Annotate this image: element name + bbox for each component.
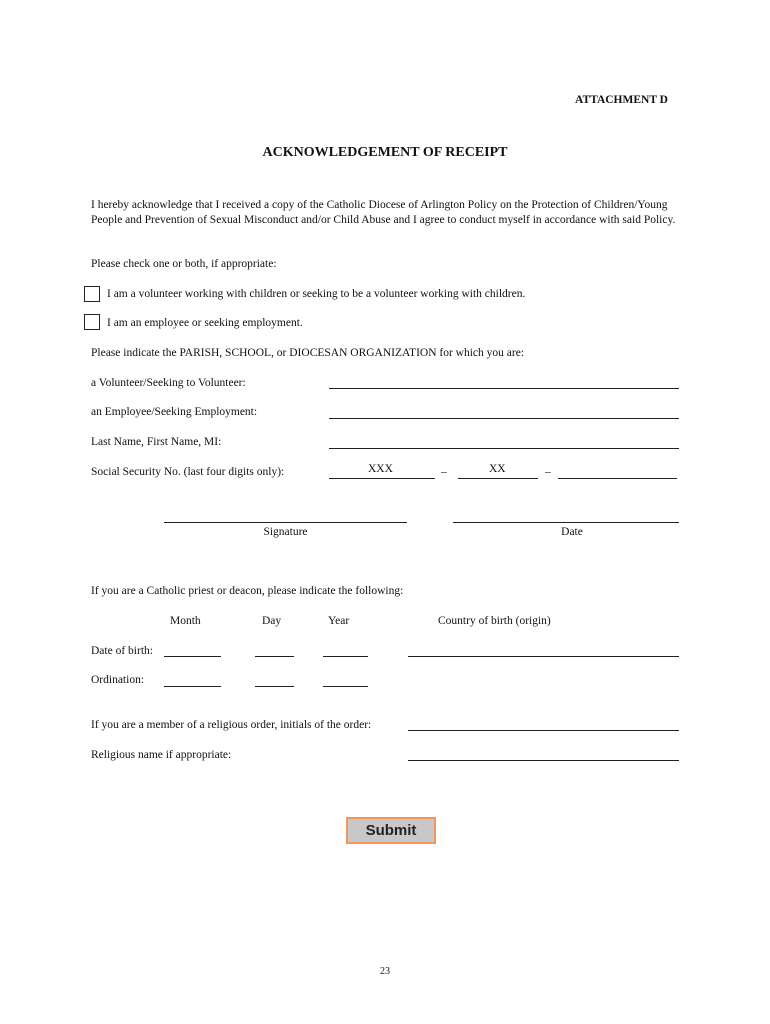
employee-org-label: an Employee/Seeking Employment: bbox=[91, 406, 258, 418]
date-label: Date bbox=[561, 526, 583, 538]
religious-name-label: Religious name if appropriate: bbox=[91, 749, 232, 761]
employee-checkbox-label: I am an employee or seeking employment. bbox=[107, 317, 303, 329]
ssn-dash-2: – bbox=[545, 466, 551, 478]
intro-paragraph: I hereby acknowledge that I received a copy of the Catholic Diocese of Arlington Policy on the Protection of Children/Young People and Prevention of Sexual Misconduct and/or Child Abuse and I agree to conduct myself in accordance with said Policy. bbox=[91, 199, 676, 226]
ordination-year-field[interactable] bbox=[323, 686, 368, 687]
volunteer-org-label: a Volunteer/Seeking to Volunteer: bbox=[91, 377, 246, 389]
col-year: Year bbox=[328, 615, 350, 627]
name-field[interactable] bbox=[329, 448, 679, 449]
ssn-part2-value: XX bbox=[489, 463, 506, 475]
dob-month-field[interactable] bbox=[164, 656, 221, 657]
volunteer-checkbox-label: I am a volunteer working with children or seeking to be a volunteer working with children. bbox=[107, 288, 526, 300]
submit-button[interactable]: Submit bbox=[346, 817, 436, 844]
dob-year-field[interactable] bbox=[323, 656, 368, 657]
ssn-field-2[interactable] bbox=[458, 478, 538, 479]
col-country: Country of birth (origin) bbox=[438, 615, 551, 627]
religious-name-field[interactable] bbox=[408, 760, 679, 761]
check-instruction: Please check one or both, if appropriate: bbox=[91, 258, 277, 270]
org-instruction: Please indicate the PARISH, SCHOOL, or DIOCESAN ORGANIZATION for which you are: bbox=[91, 347, 525, 359]
signature-field[interactable] bbox=[164, 522, 407, 523]
ordination-label: Ordination: bbox=[91, 674, 145, 686]
date-field[interactable] bbox=[453, 522, 679, 523]
page-number: 23 bbox=[380, 966, 390, 977]
volunteer-checkbox[interactable] bbox=[84, 286, 100, 302]
employee-org-field[interactable] bbox=[329, 418, 679, 419]
volunteer-org-field[interactable] bbox=[329, 388, 679, 389]
clergy-instruction: If you are a Catholic priest or deacon, please indicate the following: bbox=[91, 585, 404, 597]
attachment-label: ATTACHMENT D bbox=[575, 94, 668, 106]
ordination-month-field[interactable] bbox=[164, 686, 221, 687]
religious-order-field[interactable] bbox=[408, 730, 679, 731]
signature-label: Signature bbox=[263, 526, 308, 538]
religious-order-label: If you are a member of a religious order, initials of the order: bbox=[91, 719, 372, 731]
page-title: ACKNOWLEDGEMENT OF RECEIPT bbox=[262, 145, 508, 160]
ssn-part1-value: XXX bbox=[368, 463, 393, 475]
col-month: Month bbox=[170, 615, 201, 627]
name-label: Last Name, First Name, MI: bbox=[91, 436, 222, 448]
ssn-field-3[interactable] bbox=[558, 478, 677, 479]
country-of-birth-field[interactable] bbox=[408, 656, 679, 657]
ssn-dash-1: – bbox=[441, 466, 447, 478]
dob-day-field[interactable] bbox=[255, 656, 294, 657]
dob-label: Date of birth: bbox=[91, 645, 153, 657]
employee-checkbox[interactable] bbox=[84, 314, 100, 330]
ssn-label: Social Security No. (last four digits only): bbox=[91, 466, 285, 478]
col-day: Day bbox=[262, 615, 282, 627]
ordination-day-field[interactable] bbox=[255, 686, 294, 687]
ssn-field-1[interactable] bbox=[329, 478, 435, 479]
